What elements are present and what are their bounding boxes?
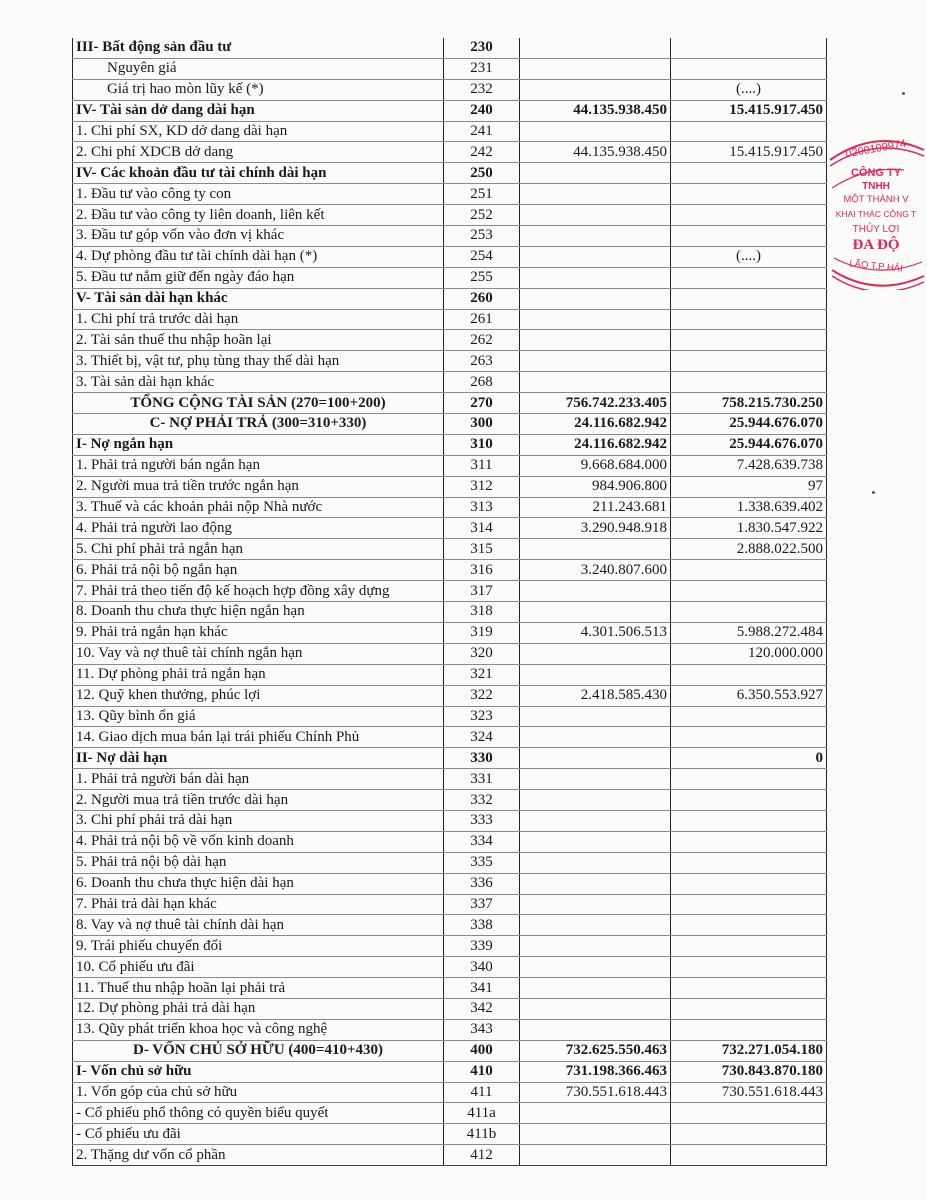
value-current — [520, 810, 671, 831]
table-row — [73, 1040, 827, 1061]
value-opening — [671, 226, 827, 247]
value-current — [520, 894, 671, 915]
value-current: 730.551.618.443 — [520, 1082, 671, 1103]
row-label: Nguyên giá — [73, 58, 444, 79]
table-row — [73, 226, 827, 247]
table-row — [73, 539, 827, 560]
value-opening — [671, 1019, 827, 1040]
table-row — [73, 1145, 827, 1166]
table-row — [73, 1124, 827, 1145]
value-current — [520, 998, 671, 1019]
value-opening: (....) — [671, 79, 827, 100]
row-label: 3. Thiết bị, vật tư, phụ tùng thay thế dài hạn — [73, 351, 444, 372]
table-row — [73, 288, 827, 309]
value-opening: 732.271.054.180 — [671, 1040, 827, 1061]
row-code: 231 — [444, 58, 520, 79]
row-label: 7. Phải trả dài hạn khác — [73, 894, 444, 915]
value-current — [520, 873, 671, 894]
row-label: 9. Phải trả ngắn hạn khác — [73, 622, 444, 643]
table-row — [73, 100, 827, 121]
value-current: 984.906.800 — [520, 476, 671, 497]
value-current — [520, 769, 671, 790]
value-current — [520, 936, 671, 957]
value-current — [520, 1145, 671, 1166]
table-row — [73, 643, 827, 664]
value-opening: 0 — [671, 748, 827, 769]
row-code: 330 — [444, 748, 520, 769]
seal-line-1: CÔNG TY — [850, 167, 902, 179]
row-code: 311 — [444, 455, 520, 476]
row-label: 1. Phải trả người bán dài hạn — [73, 769, 444, 790]
row-code: 232 — [444, 79, 520, 100]
table-row — [73, 602, 827, 623]
value-opening — [671, 205, 827, 226]
row-label: 8. Doanh thu chưa thực hiện ngắn hạn — [73, 602, 444, 623]
value-current: 24.116.682.942 — [520, 414, 671, 435]
row-label: I- Vốn chủ sở hữu — [73, 1061, 444, 1082]
value-current — [520, 581, 671, 602]
row-code: 412 — [444, 1145, 520, 1166]
value-current — [520, 539, 671, 560]
value-opening — [671, 560, 827, 581]
value-current: 4.301.506.513 — [520, 622, 671, 643]
row-code: 333 — [444, 810, 520, 831]
row-label: 10. Cổ phiếu ưu đãi — [73, 957, 444, 978]
table-row — [73, 560, 827, 581]
value-opening: 6.350.553.927 — [671, 685, 827, 706]
row-code: 411b — [444, 1124, 520, 1145]
value-opening — [671, 351, 827, 372]
row-label: 2. Đầu tư vào công ty liên doanh, liên kết — [73, 205, 444, 226]
value-opening — [671, 769, 827, 790]
row-label: TỔNG CỘNG TÀI SẢN (270=100+200) — [73, 393, 444, 414]
value-current: 3.290.948.918 — [520, 518, 671, 539]
row-label: 8. Vay và nợ thuê tài chính dài hạn — [73, 915, 444, 936]
value-opening: 1.830.547.922 — [671, 518, 827, 539]
row-code: 334 — [444, 831, 520, 852]
row-label: IV- Tài sản dở dang dài hạn — [73, 100, 444, 121]
seal-line-5: THỦY LỢI — [852, 224, 900, 235]
company-seal-stamp — [826, 130, 926, 290]
table-row — [73, 476, 827, 497]
row-code: 400 — [444, 1040, 520, 1061]
row-label: - Cổ phiếu ưu đãi — [73, 1124, 444, 1145]
value-opening — [671, 894, 827, 915]
row-label: 5. Chi phí phải trả ngắn hạn — [73, 539, 444, 560]
value-current — [520, 831, 671, 852]
value-opening: 5.988.272.484 — [671, 622, 827, 643]
row-label: 5. Phải trả nội bộ dài hạn — [73, 852, 444, 873]
table-row — [73, 330, 827, 351]
value-current — [520, 602, 671, 623]
table-row — [73, 978, 827, 999]
table-row — [73, 915, 827, 936]
row-code: 300 — [444, 414, 520, 435]
row-code: 254 — [444, 246, 520, 267]
scan-speck — [902, 92, 905, 95]
value-opening — [671, 330, 827, 351]
row-code: 255 — [444, 267, 520, 288]
value-opening — [671, 288, 827, 309]
value-current — [520, 706, 671, 727]
value-current: 732.625.550.463 — [520, 1040, 671, 1061]
row-code: 332 — [444, 790, 520, 811]
value-current: 3.240.807.600 — [520, 560, 671, 581]
table-row — [73, 1019, 827, 1040]
value-opening — [671, 915, 827, 936]
table-row — [73, 434, 827, 455]
table-row — [73, 706, 827, 727]
value-current — [520, 184, 671, 205]
value-current — [520, 38, 671, 58]
value-current: 24.116.682.942 — [520, 434, 671, 455]
value-current: 2.418.585.430 — [520, 685, 671, 706]
value-opening — [671, 1103, 827, 1124]
table-row — [73, 309, 827, 330]
table-row — [73, 351, 827, 372]
table-row — [73, 267, 827, 288]
value-opening: 15.415.917.450 — [671, 142, 827, 163]
value-opening — [671, 727, 827, 748]
value-opening — [671, 831, 827, 852]
row-code: 241 — [444, 121, 520, 142]
value-opening — [671, 978, 827, 999]
row-label: 5. Đầu tư nắm giữ đến ngày đáo hạn — [73, 267, 444, 288]
value-opening: 120.000.000 — [671, 643, 827, 664]
row-label: 1. Đầu tư vào công ty con — [73, 184, 444, 205]
row-code: 319 — [444, 622, 520, 643]
seal-line-3: MỘT THÀNH V — [843, 194, 909, 205]
value-current — [520, 1019, 671, 1040]
value-current — [520, 246, 671, 267]
value-current — [520, 1103, 671, 1124]
table-row — [73, 622, 827, 643]
row-code: 322 — [444, 685, 520, 706]
seal-bottom-text: LÃO T.P HẢI — [848, 258, 904, 275]
row-code: 410 — [444, 1061, 520, 1082]
row-label: I- Nợ ngắn hạn — [73, 434, 444, 455]
row-code: 312 — [444, 476, 520, 497]
value-current — [520, 288, 671, 309]
row-label: 6. Doanh thu chưa thực hiện dài hạn — [73, 873, 444, 894]
row-label: C- NỢ PHẢI TRẢ (300=310+330) — [73, 414, 444, 435]
row-label: 4. Dự phòng đầu tư tài chính dài hạn (*) — [73, 246, 444, 267]
row-code: 262 — [444, 330, 520, 351]
row-label: 2. Người mua trả tiền trước ngắn hạn — [73, 476, 444, 497]
value-opening — [671, 163, 827, 184]
value-current — [520, 915, 671, 936]
row-label: 13. Qũy phát triển khoa học và công nghệ — [73, 1019, 444, 1040]
row-code: 251 — [444, 184, 520, 205]
row-label: 11. Dự phòng phải trả ngắn hạn — [73, 664, 444, 685]
table-row — [73, 831, 827, 852]
table-row — [73, 1082, 827, 1103]
value-current — [520, 79, 671, 100]
row-code: 341 — [444, 978, 520, 999]
value-current: 731.198.366.463 — [520, 1061, 671, 1082]
row-label: 9. Trái phiếu chuyển đổi — [73, 936, 444, 957]
value-current — [520, 790, 671, 811]
row-code: 323 — [444, 706, 520, 727]
row-code: 336 — [444, 873, 520, 894]
row-code: 315 — [444, 539, 520, 560]
row-label: 3. Chi phí phải trả dài hạn — [73, 810, 444, 831]
table-row — [73, 727, 827, 748]
value-opening: 15.415.917.450 — [671, 100, 827, 121]
scan-speck — [872, 491, 875, 494]
row-code: 318 — [444, 602, 520, 623]
table-row — [73, 414, 827, 435]
balance-sheet-table — [72, 38, 827, 1166]
row-label: IV- Các khoản đầu tư tài chính dài hạn — [73, 163, 444, 184]
row-code: 343 — [444, 1019, 520, 1040]
row-code: 253 — [444, 226, 520, 247]
row-label: 1. Chi phí SX, KD dở dang dài hạn — [73, 121, 444, 142]
value-opening: 7.428.639.738 — [671, 455, 827, 476]
row-label: 12. Quỹ khen thưởng, phúc lợi — [73, 685, 444, 706]
row-code: 242 — [444, 142, 520, 163]
row-label: 2. Người mua trả tiền trước dài hạn — [73, 790, 444, 811]
value-opening — [671, 309, 827, 330]
row-code: 270 — [444, 393, 520, 414]
seal-line-4: KHAI THÁC CÔNG T — [835, 209, 917, 219]
row-code: 268 — [444, 372, 520, 393]
row-code: 411a — [444, 1103, 520, 1124]
value-opening — [671, 184, 827, 205]
row-label: III- Bất động sản đầu tư — [73, 38, 444, 58]
value-opening — [671, 121, 827, 142]
table-row — [73, 873, 827, 894]
table-row — [73, 664, 827, 685]
value-opening — [671, 810, 827, 831]
row-label: 1. Vốn góp của chủ sở hữu — [73, 1082, 444, 1103]
table-row — [73, 790, 827, 811]
table-row — [73, 372, 827, 393]
row-label: 2. Thặng dư vốn cổ phần — [73, 1145, 444, 1166]
table-row — [73, 685, 827, 706]
row-label: 7. Phải trả theo tiến độ kế hoạch hợp đồng xây dựng — [73, 581, 444, 602]
value-current: 44.135.938.450 — [520, 100, 671, 121]
row-code: 314 — [444, 518, 520, 539]
value-current: 756.742.233.405 — [520, 393, 671, 414]
table-row — [73, 748, 827, 769]
value-current — [520, 121, 671, 142]
row-label: 4. Phải trả người lao động — [73, 518, 444, 539]
row-code: 263 — [444, 351, 520, 372]
value-current — [520, 205, 671, 226]
table-row — [73, 936, 827, 957]
row-label: V- Tài sản dài hạn khác — [73, 288, 444, 309]
table-row — [73, 393, 827, 414]
value-opening — [671, 1124, 827, 1145]
value-current — [520, 957, 671, 978]
seal-line-2: TNHH — [862, 181, 890, 192]
value-opening: 730.551.618.443 — [671, 1082, 827, 1103]
row-code: 324 — [444, 727, 520, 748]
table-row — [73, 38, 827, 58]
row-label: D- VỐN CHỦ SỞ HỮU (400=410+430) — [73, 1040, 444, 1061]
row-code: 331 — [444, 769, 520, 790]
row-label: Giá trị hao mòn lũy kế (*) — [73, 79, 444, 100]
value-opening — [671, 998, 827, 1019]
row-label: 2. Chi phí XDCB dở dang — [73, 142, 444, 163]
row-code: 260 — [444, 288, 520, 309]
value-current — [520, 852, 671, 873]
seal-tax-code: 0200109974 — [844, 137, 908, 161]
table-row — [73, 497, 827, 518]
row-label: 14. Giao dịch mua bán lại trái phiếu Chính Phủ — [73, 727, 444, 748]
value-opening — [671, 936, 827, 957]
value-opening — [671, 706, 827, 727]
row-code: 316 — [444, 560, 520, 581]
value-opening — [671, 957, 827, 978]
value-opening — [671, 602, 827, 623]
value-opening — [671, 581, 827, 602]
row-label: - Cổ phiếu phổ thông có quyền biểu quyết — [73, 1103, 444, 1124]
row-code: 230 — [444, 38, 520, 58]
value-opening: 2.888.022.500 — [671, 539, 827, 560]
seal-line-6: ĐA ĐỘ — [852, 237, 900, 253]
row-code: 335 — [444, 852, 520, 873]
row-label: 1. Chi phí trả trước dài hạn — [73, 309, 444, 330]
row-label: 12. Dự phòng phải trả dài hạn — [73, 998, 444, 1019]
value-opening — [671, 873, 827, 894]
row-code: 310 — [444, 434, 520, 455]
value-current — [520, 664, 671, 685]
row-label: 3. Đầu tư góp vốn vào đơn vị khác — [73, 226, 444, 247]
row-code: 340 — [444, 957, 520, 978]
value-current — [520, 372, 671, 393]
row-code: 317 — [444, 581, 520, 602]
value-current — [520, 267, 671, 288]
row-code: 313 — [444, 497, 520, 518]
value-current — [520, 1124, 671, 1145]
table-row — [73, 58, 827, 79]
table-row — [73, 581, 827, 602]
value-current: 9.668.684.000 — [520, 455, 671, 476]
value-current — [520, 978, 671, 999]
value-current — [520, 58, 671, 79]
value-opening — [671, 1145, 827, 1166]
table-row — [73, 957, 827, 978]
row-label: 6. Phải trả nội bộ ngắn hạn — [73, 560, 444, 581]
value-current — [520, 351, 671, 372]
value-opening: 1.338.639.402 — [671, 497, 827, 518]
value-opening — [671, 664, 827, 685]
value-opening — [671, 58, 827, 79]
row-label: 1. Phải trả người bán ngắn hạn — [73, 455, 444, 476]
table-row — [73, 121, 827, 142]
row-label: 11. Thuế thu nhập hoãn lại phải trả — [73, 978, 444, 999]
row-code: 337 — [444, 894, 520, 915]
row-label: 4. Phải trả nội bộ về vốn kinh doanh — [73, 831, 444, 852]
row-label: 13. Qũy bình ổn giá — [73, 706, 444, 727]
row-code: 240 — [444, 100, 520, 121]
value-opening: 25.944.676.070 — [671, 414, 827, 435]
table-row — [73, 769, 827, 790]
table-row — [73, 205, 827, 226]
row-label: 2. Tài sản thuế thu nhập hoãn lại — [73, 330, 444, 351]
row-code: 261 — [444, 309, 520, 330]
table-row — [73, 79, 827, 100]
value-opening — [671, 267, 827, 288]
row-code: 250 — [444, 163, 520, 184]
value-opening: 730.843.870.180 — [671, 1061, 827, 1082]
row-code: 320 — [444, 643, 520, 664]
value-opening — [671, 38, 827, 58]
value-current — [520, 330, 671, 351]
table-row — [73, 1103, 827, 1124]
row-label: 10. Vay và nợ thuê tài chính ngắn hạn — [73, 643, 444, 664]
table-row — [73, 246, 827, 267]
row-code: 338 — [444, 915, 520, 936]
value-current — [520, 226, 671, 247]
row-code: 252 — [444, 205, 520, 226]
row-code: 411 — [444, 1082, 520, 1103]
value-current: 44.135.938.450 — [520, 142, 671, 163]
value-opening — [671, 790, 827, 811]
row-label: 3. Tài sản dài hạn khác — [73, 372, 444, 393]
value-current — [520, 163, 671, 184]
table-row — [73, 1061, 827, 1082]
value-opening: (....) — [671, 246, 827, 267]
table-row — [73, 998, 827, 1019]
value-current — [520, 309, 671, 330]
row-code: 321 — [444, 664, 520, 685]
table-row — [73, 810, 827, 831]
value-opening — [671, 372, 827, 393]
value-current — [520, 727, 671, 748]
table-row — [73, 184, 827, 205]
row-code: 339 — [444, 936, 520, 957]
row-code: 342 — [444, 998, 520, 1019]
value-current — [520, 643, 671, 664]
row-label: 3. Thuế và các khoản phải nộp Nhà nước — [73, 497, 444, 518]
table-row — [73, 163, 827, 184]
table-row — [73, 894, 827, 915]
value-current: 211.243.681 — [520, 497, 671, 518]
value-opening: 758.215.730.250 — [671, 393, 827, 414]
row-label: II- Nợ dài hạn — [73, 748, 444, 769]
value-opening: 25.944.676.070 — [671, 434, 827, 455]
table-row — [73, 852, 827, 873]
table-row — [73, 518, 827, 539]
table-row — [73, 455, 827, 476]
value-opening — [671, 852, 827, 873]
value-current — [520, 748, 671, 769]
value-opening: 97 — [671, 476, 827, 497]
table-row — [73, 142, 827, 163]
